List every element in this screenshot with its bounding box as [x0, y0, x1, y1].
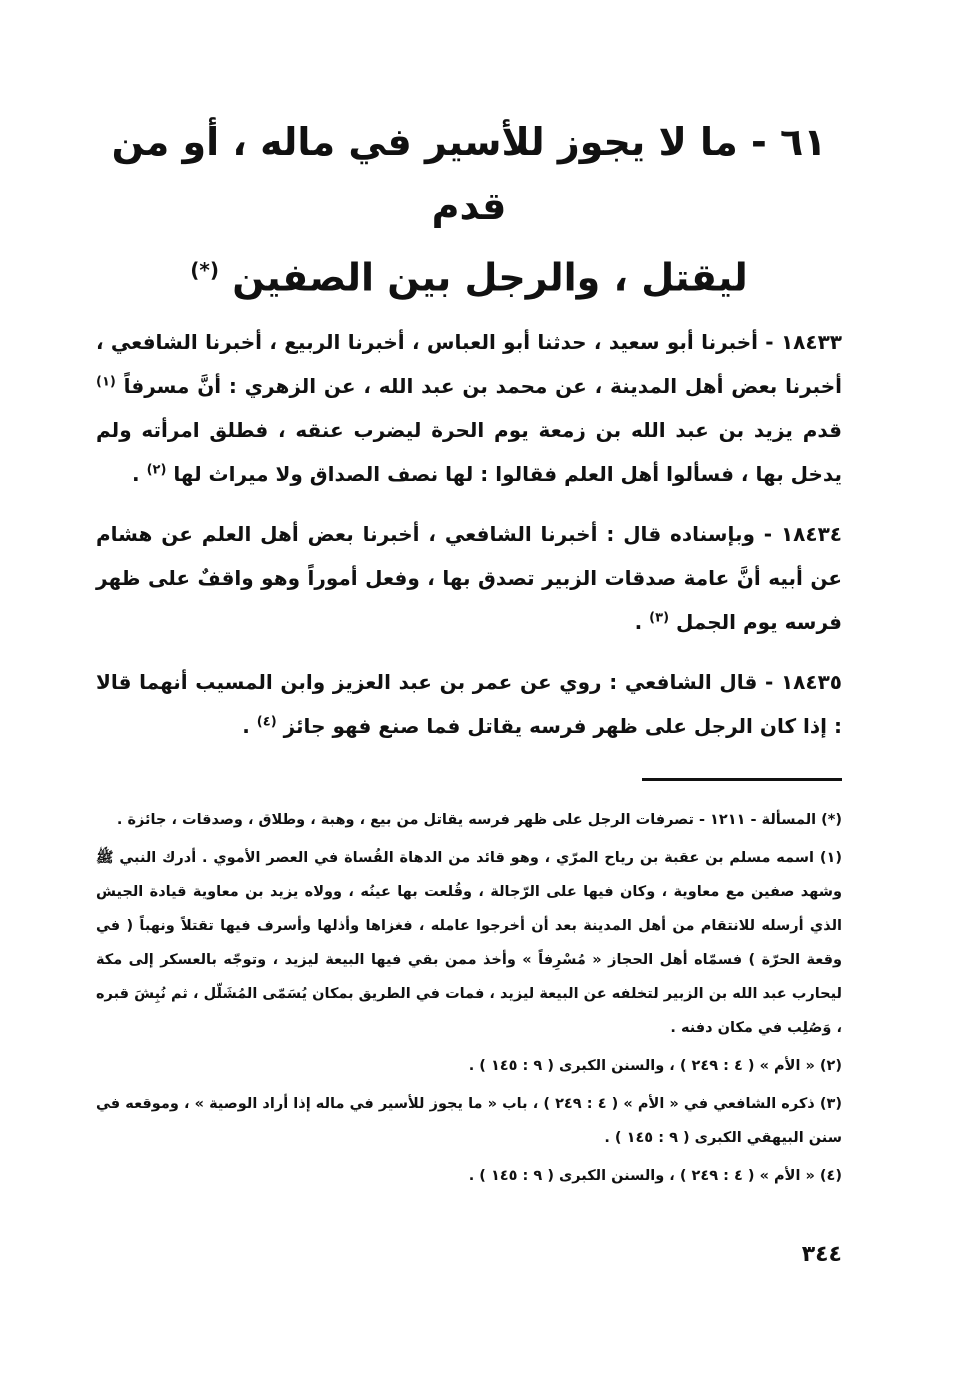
- hadith-18434: [96, 512, 842, 644]
- hadith-18435: [96, 660, 842, 748]
- chapter-title-text: ليقتل ، والرجل بين الصفين: [232, 255, 748, 300]
- hadith-end: .: [242, 713, 257, 738]
- footnote-ref-1: (١): [96, 374, 116, 389]
- footnote-ref-2: (٢): [146, 462, 167, 477]
- footnote-ref-3: (٣): [649, 610, 670, 625]
- page-number: ٣٤٤: [801, 1242, 842, 1267]
- hadith-18433: [96, 320, 842, 496]
- hadith-end: .: [634, 609, 650, 634]
- page-body: [96, 110, 842, 1197]
- chapter-title-footnote-mark: (*): [190, 258, 219, 282]
- chapter-title-line-1: ٦١ - ما لا يجوز للأسير في ماله ، أو من قدم: [111, 120, 827, 228]
- footnote-1: (١) اسمه مسلم بن عقبة بن رياح المرّي ، وهو قائد من الدهاة القُساة في العصر الأموي . أدرك النبي ﷺ وشهد صفين مع معاوية ، وكان فيها على الرّجالة ، وقُلعت بها عينُه ، وولاه يزيد بن معاوية قيادة الجيش الذي أرسله للانتقام من أهل المدينة بعد أن أخرجوا عامله ، فغزاها وأذلها وأسرف فيها تقتلاً ونهباً ( في وقعة الحرّة ) فسمّاه أهل الحجاز « مُسْرِفاً » وأخذ ممن بقي فيها البيعة ليزيد ، وتوجّه بالعسكر إلى مكة ليحارب عبد الله بن الزبير لتخلفه عن البيعة ليزيد ، فمات في الطريق بمكان يُسَمّى المُشَلّل ، ثم نُبِشَ قبره ، وَصُلِب في مكان دفنه .: [96, 849, 842, 1036]
- hadith-text: ١٨٤٣٥ - قال الشافعي : روي عن عمر بن عبد العزيز وابن المسيب أنهما قالا : إذا كان الرجل على ظهر فرسه يقاتل فما صنع فهو جائز: [96, 669, 842, 738]
- hadith-text-continued: قدم يزيد بن عبد الله بن زمعة يوم الحرة ليضرب عنقه ، فطلق امرأته ولم يدخل بها ، فسألوا أهل العلم فقالوا : لها نصف الصداق ولا ميراث لها: [96, 417, 842, 486]
- footnote-ref-4: (٤): [256, 714, 277, 729]
- footnote-3: (٣) ذكره الشافعي في « الأم » ( ٤ : ٢٤٩ ) ، باب « ما يجوز للأسير في ماله إذا أراد الوصية » ، وموقعه في سنن البيهقي الكبرى ( ٩ : ١٤٥ ) .: [96, 1095, 842, 1146]
- chapter-title: [96, 110, 842, 310]
- footnotes: [96, 803, 842, 1193]
- hadith-text: ١٨٤٣٤ - وبإسناده قال : أخبرنا الشافعي ، أخبرنا بعض أهل العلم عن هشام عن أبيه أنَّ عامة صدقات الزبير تصدق بها ، وفعل أموراً وهو واقفٌ على ظهر فرسه يوم الجمل: [96, 521, 842, 634]
- chapter-title-line-2: [96, 238, 842, 310]
- footnote-2: (٢) « الأم » ( ٤ : ٢٤٩ ) ، والسنن الكبرى ( ٩ : ١٤٥ ) .: [468, 1057, 842, 1074]
- footnote-4: (٤) « الأم » ( ٤ : ٢٤٩ ) ، والسنن الكبرى ( ٩ : ١٤٥ ) .: [468, 1167, 842, 1184]
- footnote-divider: [642, 778, 842, 781]
- hadith-text: ١٨٤٣٣ - أخبرنا أبو سعيد ، حدثنا أبو العباس ، أخبرنا الربيع ، أخبرنا الشافعي ، أخبرنا بعض أهل المدينة ، عن محمد بن عبد الله ، عن الزهري : أنَّ مسرفاً: [96, 329, 842, 398]
- footnote-star: (*) المسألة - ١٢١١ - تصرفات الرجل على ظهر فرسه يقاتل من بيع ، وهبة ، وطلاق ، وصدقات ، جائزة .: [116, 811, 842, 828]
- hadith-end: .: [132, 461, 147, 486]
